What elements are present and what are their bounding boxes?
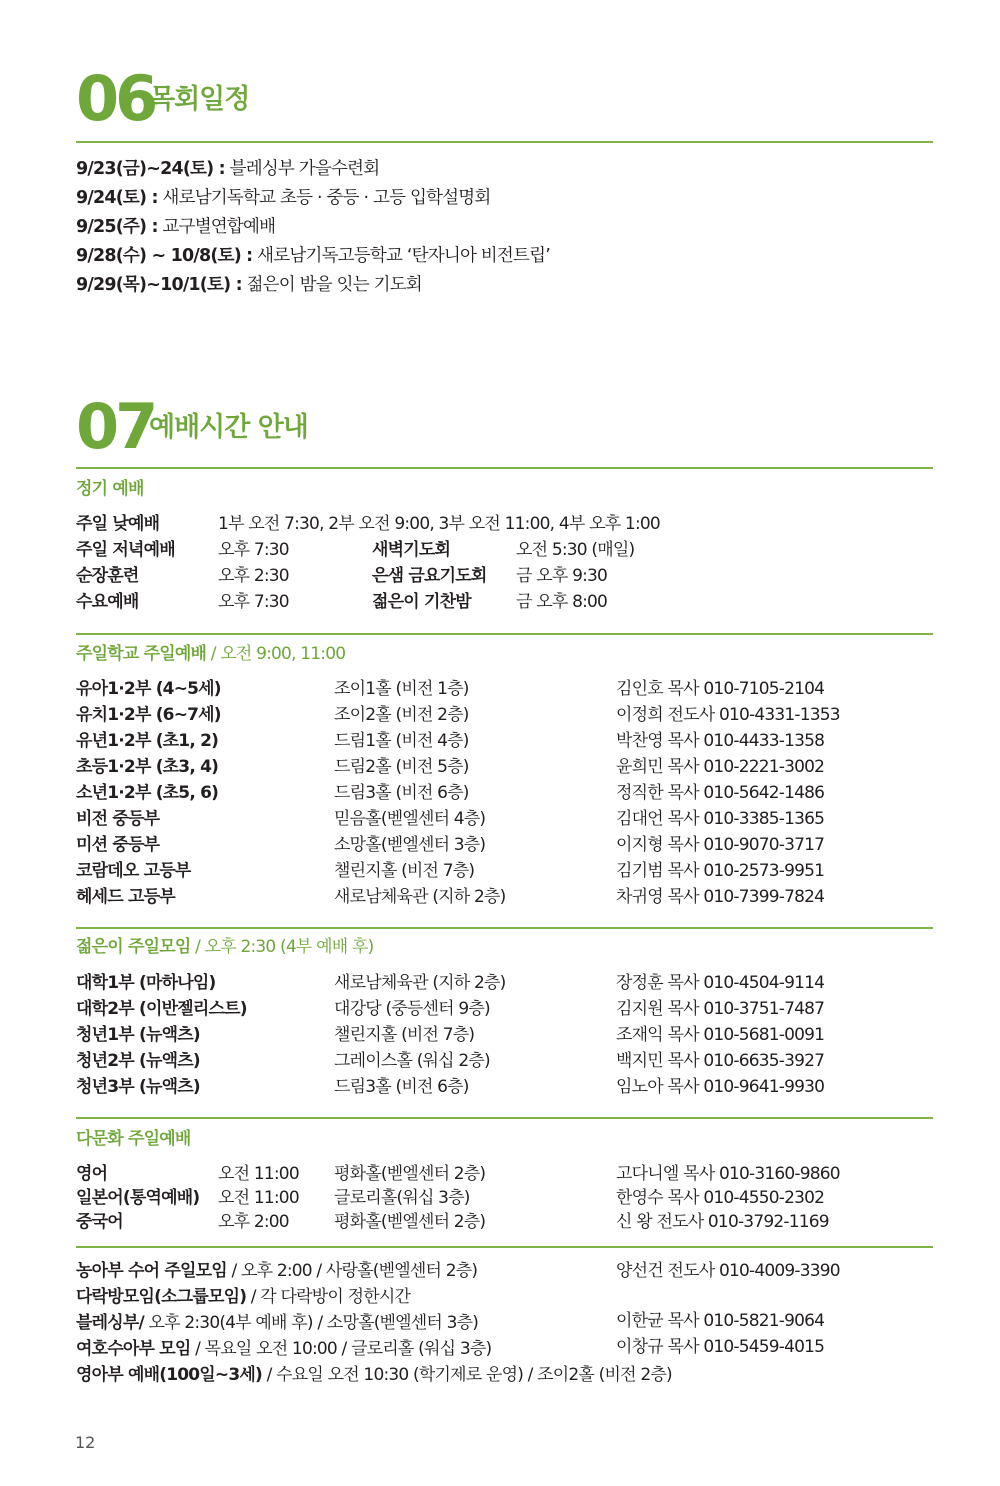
place: 평화홀(벧엘센터 2층) (334, 1164, 486, 1184)
dept: 대학1부 (마하나임) (76, 973, 216, 993)
schedule-item (76, 277, 422, 295)
meeting-detail: / 오후 2:00 / 사랑홀(벧엘센터 2층) (226, 1261, 478, 1281)
contact: 고다니엘 목사 010-3160-9860 (616, 1164, 840, 1184)
contact: 임노아 목사 010-9641-9930 (616, 1077, 825, 1097)
meeting-contact: 이한균 목사 010-5821-9064 (616, 1311, 825, 1331)
schedule-item (76, 248, 550, 266)
schedule-item (76, 190, 490, 208)
contact: 이정희 전도사 010-4331-1353 (616, 705, 840, 725)
divider (76, 927, 933, 929)
place: 믿음홀(벧엘센터 4층) (334, 809, 486, 829)
meeting-name: 다락방모임(소그룹모임) (76, 1287, 247, 1307)
dept: 비전 중등부 (76, 809, 160, 829)
section-06-number: 06 (76, 62, 155, 135)
place: 대강당 (중등센터 9층) (334, 999, 490, 1019)
schedule-item (76, 219, 275, 237)
place: 챌린지홀 (비전 7층) (334, 861, 475, 881)
place: 챌린지홀 (비전 7층) (334, 1025, 475, 1045)
regular-worship-heading: 정기 예배 (76, 479, 144, 499)
regular-time-2: 금 오후 9:30 (516, 566, 608, 586)
page-number: 12 (75, 1433, 96, 1452)
meeting-name: 농아부 수어 주일모임 (76, 1261, 227, 1281)
meeting-detail: 오후 2:30(4부 예배 후) / 소망홀(벧엘센터 3층) (143, 1313, 479, 1333)
meeting-detail: / 수요일 오전 10:30 (학기제로 운영) / 조이2홀 (비전 2층) (261, 1365, 672, 1385)
contact: 조재익 목사 010-5681-0091 (616, 1025, 825, 1045)
dept: 소년1·2부 (초5, 6) (76, 783, 219, 803)
place: 평화홀(벧엘센터 2층) (334, 1212, 486, 1232)
contact: 김대언 목사 010-3385-1365 (616, 809, 825, 829)
dept: 유치1·2부 (6~7세) (76, 705, 221, 725)
schedule-item (76, 161, 379, 179)
contact: 윤희민 목사 010-2221-3002 (616, 757, 825, 777)
schedule-text: 젊은이 밤을 잇는 기도회 (241, 275, 422, 295)
divider (76, 1117, 933, 1119)
dept: 미션 중등부 (76, 835, 160, 855)
time: 오전 11:00 (218, 1164, 299, 1184)
dept: 청년3부 (뉴액츠) (76, 1077, 200, 1097)
meeting-name: 블레싱부/ (76, 1313, 144, 1333)
schedule-text: 새로남기독고등학교 ‘탄자니아 비전트립’ (252, 246, 550, 266)
place: 소망홀(벧엘센터 3층) (334, 835, 486, 855)
schedule-date: 9/29(목)~10/1(토) : (76, 275, 242, 295)
schedule-text: 블레싱부 가을수련회 (224, 159, 380, 179)
dept: 청년1부 (뉴액츠) (76, 1025, 200, 1045)
place: 드림3홀 (비전 6층) (334, 783, 469, 803)
contact: 신 왕 전도사 010-3792-1169 (616, 1212, 829, 1232)
section-06-title: 목회일정 (149, 84, 250, 115)
dept: 유아1·2부 (4~5세) (76, 679, 221, 699)
schedule-date: 9/24(토) : (76, 188, 158, 208)
sunday-school-heading (76, 646, 345, 663)
dept: 코람데오 고등부 (76, 861, 191, 881)
meeting-name: 영아부 예배(100일~3세) (76, 1365, 262, 1385)
place: 드림2홀 (비전 5층) (334, 757, 469, 777)
divider (76, 633, 933, 635)
schedule-date: 9/25(주) : (76, 217, 158, 237)
sunday-day-times: 1부 오전 7:30, 2부 오전 9:00, 3부 오전 11:00, 4부 오후 1:00 (218, 514, 660, 534)
contact: 박찬영 목사 010-4433-1358 (616, 731, 825, 751)
section-07-rule (76, 467, 933, 469)
time: 오후 2:00 (218, 1212, 289, 1232)
regular-time: 오후 7:30 (218, 540, 289, 560)
place: 조이1홀 (비전 1층) (334, 679, 469, 699)
meeting-line (76, 1341, 491, 1358)
contact: 한영수 목사 010-4550-2302 (616, 1188, 825, 1208)
contact: 장정훈 목사 010-4504-9114 (616, 973, 825, 993)
divider (76, 1246, 933, 1248)
place: 새로남체육관 (지하 2층) (334, 973, 506, 993)
contact: 김인호 목사 010-7105-2104 (616, 679, 825, 699)
place: 그레이스홀 (워십 2층) (334, 1051, 490, 1071)
regular-time-2: 금 오후 8:00 (516, 592, 608, 612)
place: 조이2홀 (비전 2층) (334, 705, 469, 725)
dept: 유년1·2부 (초1, 2) (76, 731, 219, 751)
meeting-line (76, 1315, 478, 1332)
schedule-text: 교구별연합예배 (157, 217, 276, 237)
dept: 헤세드 고등부 (76, 887, 175, 907)
contact: 김지원 목사 010-3751-7487 (616, 999, 825, 1019)
section-07-number: 07 (76, 390, 155, 463)
contact: 김기범 목사 010-2573-9951 (616, 861, 825, 881)
meeting-line (76, 1263, 477, 1280)
contact: 이지형 목사 010-9070-3717 (616, 835, 825, 855)
place: 드림1홀 (비전 4층) (334, 731, 469, 751)
language: 영어 (76, 1164, 108, 1184)
regular-name: 순장훈련 (76, 566, 139, 586)
section-06-rule (76, 141, 933, 143)
contact: 차귀영 목사 010-7399-7824 (616, 887, 825, 907)
schedule-text: 새로남기독학교 초등 · 중등 · 고등 입학설명회 (157, 188, 491, 208)
regular-time-2: 오전 5:30 (매일) (516, 540, 635, 560)
meeting-detail: / 각 다락방이 정한시간 (246, 1287, 411, 1307)
regular-time: 오후 2:30 (218, 566, 289, 586)
regular-name: 수요예배 (76, 592, 139, 612)
meeting-name: 여호수아부 모임 (76, 1339, 191, 1359)
time: 오전 11:00 (218, 1188, 299, 1208)
contact: 정직한 목사 010-5642-1486 (616, 783, 825, 803)
dept: 대학2부 (이반젤리스트) (76, 999, 247, 1019)
regular-name-2: 새벽기도회 (372, 540, 451, 560)
place: 글로리홀(워십 3층) (334, 1188, 470, 1208)
meeting-contact: 이창규 목사 010-5459-4015 (616, 1337, 825, 1357)
sunday-day-label: 주일 낮예배 (76, 514, 160, 534)
schedule-date: 9/28(수) ~ 10/8(토) : (76, 246, 253, 266)
language: 중국어 (76, 1212, 123, 1232)
young-adults-title: 젊은이 주일모임 (76, 937, 191, 957)
place: 새로남체육관 (지하 2층) (334, 887, 506, 907)
meeting-line (76, 1289, 410, 1306)
sunday-school-time: / 오전 9:00, 11:00 (206, 644, 346, 664)
place: 드림3홀 (비전 6층) (334, 1077, 469, 1097)
meeting-line (76, 1367, 672, 1384)
sunday-school-title: 주일학교 주일예배 (76, 644, 207, 664)
language: 일본어(통역예배) (76, 1188, 200, 1208)
regular-name-2: 젊은이 기찬밤 (372, 592, 471, 612)
dept: 청년2부 (뉴액츠) (76, 1051, 200, 1071)
dept: 초등1·2부 (초3, 4) (76, 757, 219, 777)
regular-name: 주일 저녁예배 (76, 540, 175, 560)
regular-time: 오후 7:30 (218, 592, 289, 612)
regular-name-2: 은샘 금요기도회 (372, 566, 487, 586)
young-adults-heading (76, 939, 373, 956)
contact: 백지민 목사 010-6635-3927 (616, 1051, 825, 1071)
schedule-date: 9/23(금)~24(토) : (76, 159, 225, 179)
meeting-detail: / 목요일 오전 10:00 / 글로리홀 (워십 3층) (190, 1339, 492, 1359)
young-adults-time: / 오후 2:30 (4부 예배 후) (190, 937, 374, 957)
meeting-contact: 양선건 전도사 010-4009-3390 (616, 1261, 840, 1281)
multicultural-heading: 다문화 주일예배 (76, 1129, 191, 1149)
section-07-title: 예배시간 안내 (149, 412, 308, 443)
